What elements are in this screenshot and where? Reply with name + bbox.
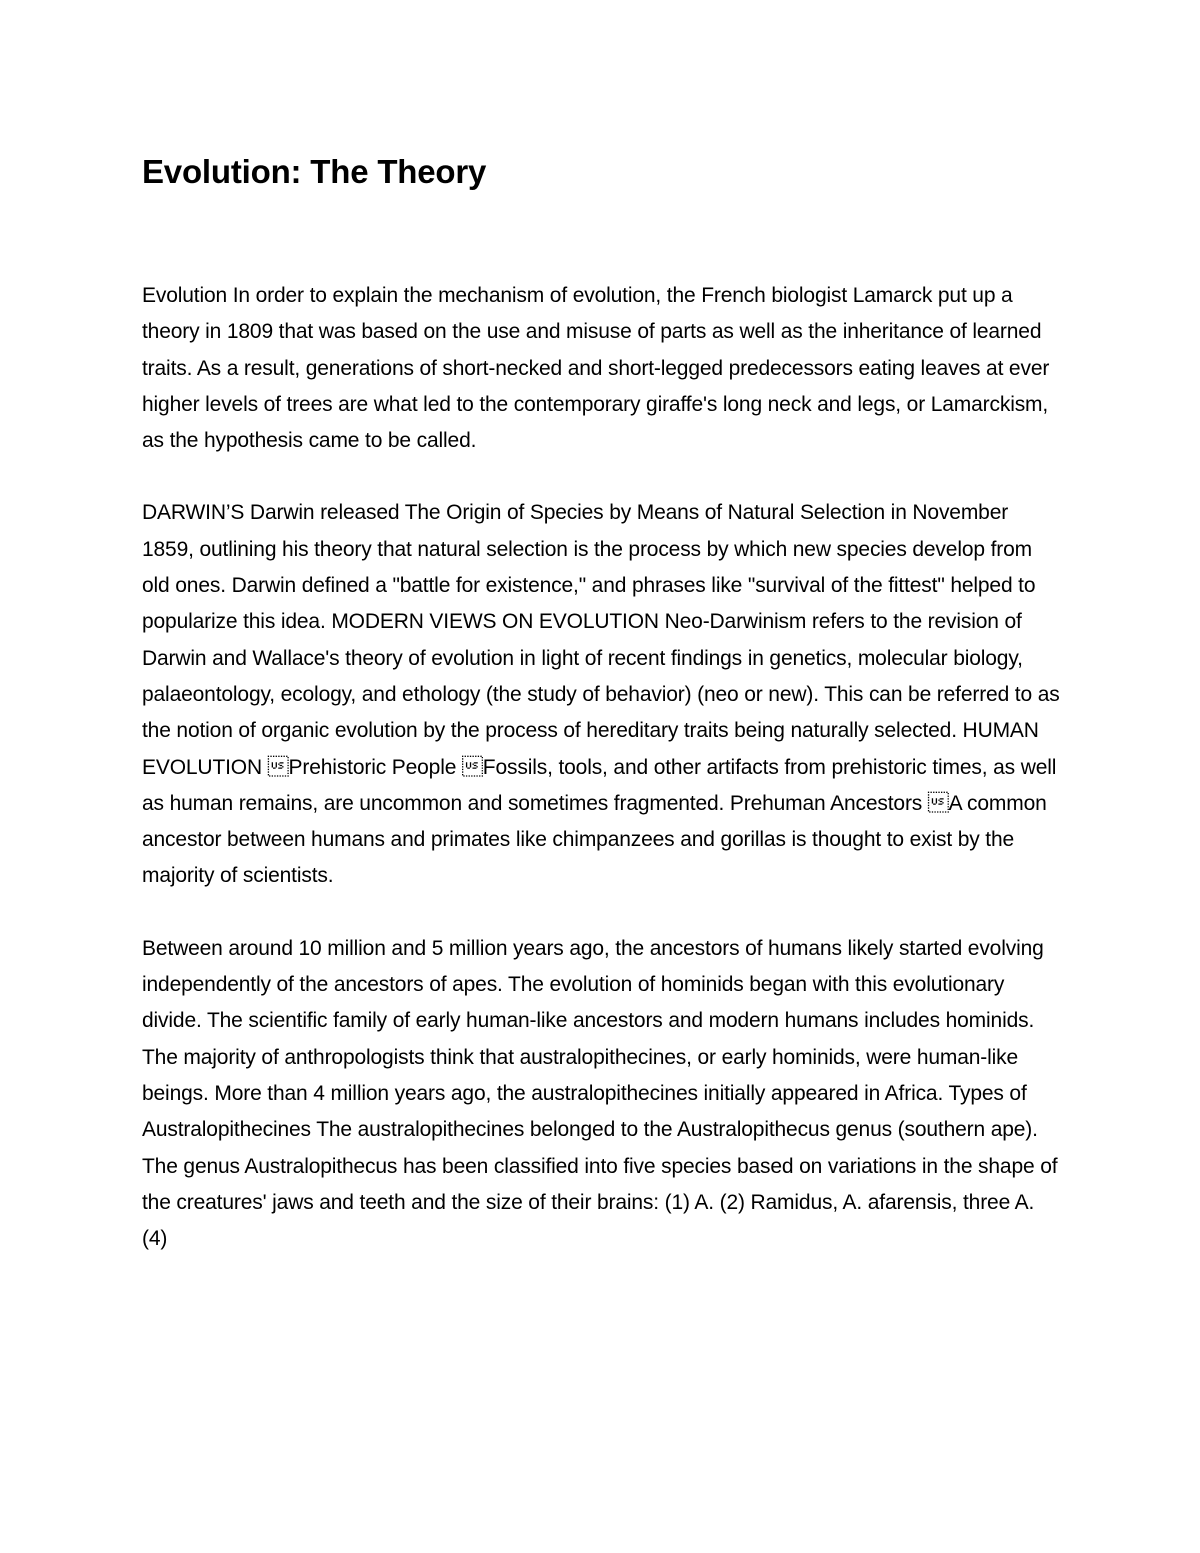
paragraph-lamarck: Evolution In order to explain the mechanism of evolution, the French biologist Lamarck put up a theory in 1809 that was based on the use and misuse of parts as well as the inheritance of learned traits. As a result, generations of short-necked and short-legged predecessors eating leaves at ever higher levels of trees are what led to the contemporary giraffe's long neck and legs, or Lamarckism, as the hypothesis came to be called. <box>142 284 1050 453</box>
paragraph-hominids: Between around 10 million and 5 million years ago, the ancestors of humans likely started evolving independently of the ancestors of apes. The evolution of hominids began with this evolutionary divide. The scientific family of early human-like ancestors and modern humans includes hominids. The majority of anthropologists think that australopithecines, or early hominids, were human-like beings. More than 4 million years ago, the australopithecines initially appeared in Africa. Types of Australopithecines The australopithecines belonged to the Australopithecus genus (southern ape). The genus Australopithecus has been classified into five species based on variations in the shape of the creatures' jaws and teeth and the size of their brains: (1) A. (2) Ramidus, A. afarensis, three A. (4) <box>142 936 1058 1251</box>
paragraph-darwin: DARWIN’S Darwin released The Origin of Species by Means of Natural Selection in November 1859, outlining his theory that natural selection is the process by which new species develop from old ones. Darwin defined a "battle for existence," and phrases like "survival of the fittest" helped to popularize this idea. MODERN VIEWS ON EVOLUTION Neo-Darwinism refers to the revision of Darwin and Wallace's theory of evolution in light of recent findings in genetics, molecular biology, palaeontology, ecology, and ethology (the study of behavior) (neo or new). This can be referred to as the notion of organic evolution by the process of hereditary traits being naturally selected. HUMAN EVOLUTION Prehistoric People Fossils, tools, and other artifacts from prehistoric times, as well as human remains, are uncommon and sometimes fragmented. Prehuman Ancestors A common ancestor between humans and primates like chimpanzees and gorillas is thought to exist by the majority of scientists. <box>142 501 1060 888</box>
document-title: Evolution: The Theory <box>142 153 487 190</box>
